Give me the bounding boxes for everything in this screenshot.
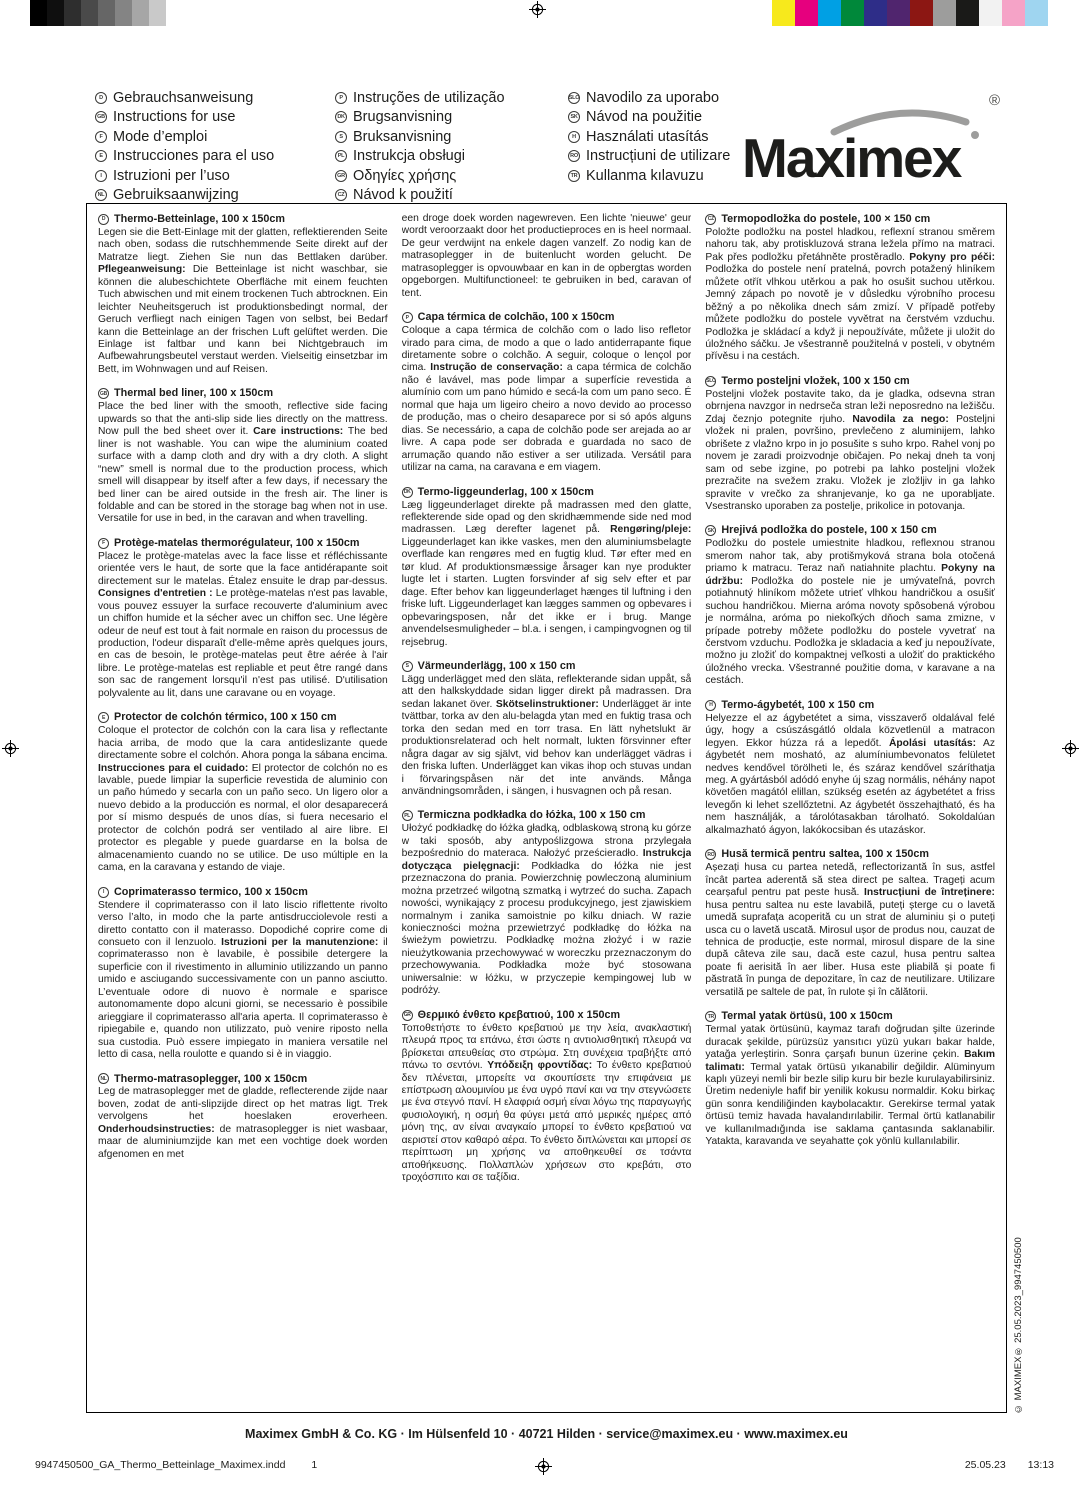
language-label: Mode d’emploi <box>113 128 208 145</box>
lang-code-badge: RO <box>705 849 716 860</box>
product-title: Θερμικό ένθετο κρεβατιού, 100 x 150cm <box>417 1008 621 1021</box>
maximex-logo <box>742 92 1002 189</box>
care-label: Rengøring/pleje: <box>610 524 692 536</box>
product-title: Värmeunderlägg, 100 x 150 cm <box>417 659 576 672</box>
lang-code-badge: CZ <box>705 214 716 225</box>
lang-code-badge: RO <box>568 150 580 162</box>
usage-text: Place the bed liner with the smooth, reflective side facing upwards so that the anti-slip side lies directly on the mattress. Now pull the bed sheet over it. <box>98 401 388 438</box>
gray-patch <box>149 0 166 26</box>
language-label: Kullanma kılavuzu <box>586 167 704 184</box>
section-gb <box>98 387 388 525</box>
section-title-row <box>402 311 692 324</box>
usage-text: Așezați husa cu partea netedă, reflectorizantă în sus, astfel încât partea aderentă să stea direct pe saltea. Trageți acum cearșaful pentru pat peste husă. <box>705 862 996 899</box>
lang-code-badge: PL <box>402 810 413 821</box>
care-label: Ápolási utasítás: <box>888 737 977 749</box>
care-text: Podložka do postele nie je umývateľná, povrch potiahnutý hliníkom môžete utrieť vlhkou handričkou a osušiť suchou handričkou. Mierna aróma novoty spôsobená výrobou je normálna, aróma po niekoľkých dňoch sama zmizne, v prípade potreby môžete podložku do postele vyvetrať na čerstvom vzduchu. Podložka je skladacia a keď ju nepoužívate, možno ju zložiť do kompaktnej veľkosti a uložiť do praktického úložného vrecka. Všestranné použitie doma, v karavane a na cestách. <box>705 575 996 687</box>
section-tr <box>705 1010 995 1148</box>
lang-code-badge: S <box>335 131 347 143</box>
section-title-row <box>98 1073 388 1086</box>
date: 25.05.23 <box>964 1459 1006 1471</box>
section-body <box>705 538 995 687</box>
care-text: Termal yatak örtüsü yıkanabilir değildir. Alüminyum kaplı yüzeyi nemli bir bezle silip kuru bir bezle kurulayabilirsiniz. Üretim nedeniyle hafif bir yenilik kokusu normaldir. Koku birkaç gün sonra kendiliğinden kaybolacaktır. Gerekirse termal yatak örtüsü temiz havada havalandırılabilir. Termal örtü katlanabilir ve kullanılmadığında ise saklama çantasında saklanabilir. Yatakta, karavanda ve seyahatte çok yönlü kullanılabilir. <box>705 1061 996 1148</box>
usage-text: Stendere il coprimaterasso con il lato liscio riflettente rivolto verso l’alto, in modo che la parte antisdrucciolevole resti a diretto contatto con il materasso. Dopodiché coprire come di consueto con il lenzuolo. <box>98 899 388 948</box>
language-label: Návod na použitie <box>586 109 703 126</box>
language-item <box>335 108 540 128</box>
care-text: Podkładka do łóżka nie jest przeznaczona do prania. Powierzchnię powleczoną aluminium można przetrzeć wilgotną szmatką i wytrzeć do sucha. Zapach nowości, wynikający z procesu produkcyjnego, jest zjawiskiem normalnym i zanika samoistnie po kilku dniach. W razie konieczności można przewietrzyć podkładkę do łóżka na świeżym powietrzu. Podkładkę można złożyć i w razie nieużytkowania przechowywać w woreczku przeznaczonym do przechowywania. Podkładka może być stosowana uniwersalnie: w łóżku, w przyczepie kempingowej lub w podróży. <box>401 860 692 997</box>
product-title: Termo-ágybetét, 100 x 150 cm <box>721 698 875 711</box>
language-item <box>335 88 540 108</box>
lang-code-badge: GR <box>402 1010 413 1021</box>
color-patch <box>979 0 1002 26</box>
care-label: Bakım talimatı: <box>705 1049 995 1073</box>
color-patch <box>956 0 979 26</box>
care-text: a capa térmica de colchão não é lavável, mas pode limpar a superfície revestida a alumínio com um pano húmido e secá-la com um pano seco. É normal que haja um ligeiro cheiro a novo devido ao processo de produção, mas o cheiro desaparece por si só após alguns dias. Se necessário, a capa de colchão pode ser arejada ao ar livre. A capa pode ser dobrada e guardada no saco de arrumação quando não estiver a ser utilizada. Versátil para utilizar na cama, na caravana e em viagem. <box>401 362 692 474</box>
section-cz <box>705 213 995 364</box>
section-title-row <box>98 886 388 899</box>
product-title: Coprimaterasso termico, 100 x 150cm <box>114 885 308 898</box>
color-patch <box>772 0 795 26</box>
product-title: Capa térmica de colchão, 100 x 150cm <box>417 311 615 324</box>
care-label: Navodila za nego: <box>852 413 949 425</box>
lang-code-badge: PL <box>335 150 347 162</box>
usage-text: Coloque a capa térmica de colchão com o lado liso refletor virado para cima, de modo a que o lado antiderrapante fique diretamente sobre o colchão. A seguir, coloque o lençol por cima. <box>401 325 692 374</box>
lang-code-badge: SK <box>568 111 580 123</box>
language-header <box>95 88 768 205</box>
gray-patch <box>64 0 81 26</box>
text-column-2 <box>402 213 692 1403</box>
color-patch <box>887 0 910 26</box>
gray-patch <box>98 0 115 26</box>
file-name: 9947450500_GA_Thermo_Betteinlage_Maximex.indd <box>35 1459 286 1471</box>
section-title-row <box>402 1009 692 1022</box>
product-title: Termal yatak örtüsü, 100 x 150cm <box>721 1010 893 1023</box>
language-item <box>95 127 307 147</box>
color-patch <box>864 0 887 26</box>
file-name-line <box>35 1459 317 1471</box>
section-title-row <box>402 809 692 822</box>
lang-code-badge: F <box>95 131 107 143</box>
section-body <box>402 674 692 799</box>
company-address-line: Maximex GmbH & Co. KG · Im Hülsenfeld 10 · 40721 Hilden · service@maximex.eu · www.maximex.eu <box>245 1427 848 1441</box>
care-text: Posteljni vložek ni pralen, površino, prevlečeno z aluminijem, lahko obrišete z vlažno krpo in jo posušite s suho krpo. Rahel vonj po novem je zaradi proizvodnje običajen. Po nekaj dneh ta vonj sam od sebe izgine, po potrebi pa lahko posteljni vložek prezračite na svežem zraku. Vložek je zložljiv in ga lahko spravite v vrečko za shranjevanje, ko ga ne uporabljate. Vsestransko uporaben za postelje, prikolice in potovanja. <box>705 413 996 512</box>
usage-text: Leg de matrasoplegger met de gladde, reflecterende zijde naar boven, zodat de anti-slipzijde direct op het matras ligt. Trek vervolgens het hoeslaken eroverheen. <box>98 1086 388 1123</box>
care-label: Instrucciones para el cuidado: <box>98 762 249 774</box>
section-es <box>98 711 388 874</box>
care-label: Istruzioni per la manutenzione: <box>221 936 379 948</box>
registration-mark-icon <box>529 1 546 18</box>
section-body <box>402 1023 692 1185</box>
lang-code-badge: GR <box>335 170 347 182</box>
gray-patch <box>132 0 149 26</box>
time: 13:13 <box>1027 1459 1054 1471</box>
care-label: Care instructions: <box>253 426 344 438</box>
color-print-bar <box>772 0 1048 26</box>
section-de <box>98 213 388 376</box>
timestamp-line <box>965 1459 1054 1471</box>
section-title-row <box>98 213 388 226</box>
care-label: Instrukcja dotycząca pielęgnacji: <box>401 848 692 872</box>
usage-text: Podložku do postele umiestnite hladkou, reflexnou stranou smerom nahor tak, aby protišmyková strana bola otočená priamo k matracu. Teraz naň natiahnite plachtu. <box>705 538 996 575</box>
page-number: 1 <box>311 1459 318 1471</box>
usage-text: Læg liggeunderlaget direkte på madrassen med den glatte, reflekterende side opad og den skridhæmmende side ned mod madrassen. Læg derefter lagenet på. <box>401 499 692 536</box>
language-item <box>95 88 307 108</box>
section-slo <box>705 375 995 513</box>
color-patch <box>818 0 841 26</box>
language-item <box>95 147 307 167</box>
usage-text: Lägg underlägget med den släta, reflekterande sidan uppåt, så att den halkskyddade sidan ligger direkt på madrassen. Dra sedan lakanet över. <box>401 673 692 710</box>
section-body <box>705 389 995 514</box>
gray-patch <box>115 0 132 26</box>
lang-code-badge: S <box>402 661 413 672</box>
lang-code-badge: I <box>95 170 107 182</box>
language-label: Návod k použití <box>353 187 453 204</box>
lang-code-badge: E <box>98 712 109 723</box>
care-label: Pokyny pro péči: <box>909 251 996 263</box>
section-body <box>98 551 388 700</box>
section-body <box>98 227 388 376</box>
section-dk <box>402 486 692 649</box>
language-item <box>335 127 540 147</box>
lang-code-badge: P <box>402 312 413 323</box>
language-column-2 <box>335 88 540 205</box>
section-it <box>98 886 388 1062</box>
product-title: Thermal bed liner, 100 x 150cm <box>114 387 274 400</box>
section-title-row <box>705 1010 995 1023</box>
language-label: Használati utasítás <box>586 128 709 145</box>
lang-code-badge: DK <box>402 487 413 498</box>
language-label: Navodilo za uporabo <box>586 89 720 106</box>
lang-code-badge: DK <box>335 111 347 123</box>
usage-text: Legen sie die Bett-Einlage mit der glatten, reflektierenden Seite nach oben, sodass die rutschhemmende Seite direkt auf der Matratze liegt. Ziehen Sie nun das Bettlaken darüber. <box>98 226 388 263</box>
care-text: El protector de colchón no es lavable, puede limpiar la superficie revestida de aluminio con un paño húmedo y secarla con un paño seco. Un ligero olor a nuevo debido a la producción es normal, el olor desaparecerá por sí mismo después de unos días, si fuera necesario el protector de colchón podrá ser ventilado al aire libre. El protector es plegable y puede guardarse en la bolsa de almacenamiento cuando no se utilice. De uso múltiple en la cama, en la caravana y estando de viaje. <box>98 762 388 874</box>
section-ro <box>705 848 995 999</box>
care-text: Podložka do postele není pratelná, povrch potažený hliníkem můžete otřít vlhkou utěrkou a pak ho osušit suchou utěrkou. Jemný zápach po novotě je v důsledku výrobního procesu běžný a po několika dnech sám zmizí. V případě potřeby můžete podložku do postele vyvětrat na čerstvém vzduchu. Podložka je skládací a když ji nepoužíváte, můžete ji uložit do úložného sáčku. Je všestranně použitelná v posteli, v obytném přívěsu i na cestách. <box>705 264 996 363</box>
care-text: Liggeunderlaget kan ikke vaskes, men den aluminiumsbelagte overflade kan rengøres med en fugtig klud. Tør efter med en tør klud. Af produktionsmæssige årsager kan nye produkter lugte let i starten. Lugten forsvinder af sig selv efter et par dage. Efter behov kan liggeunderlaget hænges til luftning i den friske luft. Liggeunderlaget kan lægges sammen og opbevares i opbevaringsposen, når det ikke er i brug. Mange anvendelsesmuligheder – bl.a. i sengen, i campingvognen og til rejsebrug. <box>401 536 692 648</box>
care-text-continued: een droge doek worden nagewreven. Een lichte 'nieuwe' geur wordt veroorzaakt door het productieproces en is heel normaal. De geur verdwijnt na enkele dagen vanzelf. Zo nodig kan de matrasoplegger in de buitenlucht worden gelucht. De matrasoplegger is opvouwbaar en kan in de opbergtas worden opgeborgen. Multifunctioneel: te gebruiken in bed, caravan of tent. <box>401 213 692 299</box>
usage-text: Τοποθετήστε το ένθετο κρεβατιού με την λεία, ανακλαστική πλευρά προς τα επάνω, έτσι ώστε η αντιολισθητική πλευρά να βρίσκεται απευθείας στο στρώμα. Στη συνέχεια τραβήξτε από πάνω το σεντόνι. <box>401 1022 692 1072</box>
usage-text: Položte podložku na postel hladkou, reflexní stranou směrem nahoru tak, aby protiskluzová strana ležela přímo na matraci. Pak přes podložku přetáhněte prostěradlo. <box>705 226 996 263</box>
lang-code-badge: P <box>335 92 347 104</box>
lang-code-badge: SLO <box>705 376 716 387</box>
section-pt <box>402 311 692 474</box>
lang-code-badge: NL <box>95 189 107 201</box>
care-text: Το ένθετο κρεβατιού δεν πλένεται, μπορείτε να σκουπίσετε την επιφάνεια με επίστρωση αλουμινίου με ένα υγρό πανί και να την στεγνώσετε με ένα στεγνό πανί. Η ελαφριά οσμή είναι λόγω της παραγωγής φυσιολογική, η οσμή θα φύγει μετά από μερικές ημέρες από μόνη της, αν είναι αναγκαίο μπορεί το ένθετο κρεβατιού να αεριστεί στον καθαρό αέρα. Το ένθετο διπλώνεται και μπορεί σε περίπτωση μη χρήσης να αποθηκευθεί σε τσάντα αποθήκευσης. Πολλαπλών χρήσεων στο κρεβάτι, στο τροχόσπιτο και σε ταξίδια. <box>401 1060 692 1184</box>
lang-code-badge: CZ <box>335 189 347 201</box>
lang-code-badge: D <box>95 92 107 104</box>
color-patch <box>795 0 818 26</box>
lang-code-badge: SLO <box>568 92 580 104</box>
gray-patch <box>81 0 98 26</box>
language-item <box>568 166 768 186</box>
care-label: Υπόδειξη φροντίδας: <box>487 1060 593 1072</box>
section-body <box>98 725 388 874</box>
usage-text: Placez le protège-matelas avec la face lisse et réfléchissante orientée vers le haut, de sorte que la face antidérapante soit directement sur le matelas. Étalez ensuite le drap par-dessus. <box>98 550 388 587</box>
lang-code-badge: H <box>568 131 580 143</box>
section-title-row <box>402 486 692 499</box>
section-title-row <box>705 848 995 861</box>
product-title: Thermo-Betteinlage, 100 x 150cm <box>114 213 286 225</box>
gray-patch <box>30 0 47 26</box>
language-label: Instrucciones para el uso <box>113 148 275 165</box>
section-nl-continued <box>402 213 692 300</box>
product-title: Husă termică pentru saltea, 100 x 150cm <box>721 848 929 861</box>
care-label: Pflegeanweisung: <box>98 264 186 276</box>
section-fr <box>98 537 388 700</box>
language-label: Gebruiksaanwijzing <box>113 187 239 204</box>
section-title-row <box>402 660 692 673</box>
language-label: Instruções de utilização <box>353 89 505 106</box>
section-title-row <box>98 387 388 400</box>
section-nl <box>98 1073 388 1162</box>
registration-mark-icon <box>535 1458 552 1475</box>
care-text: Az ágybetét nem mosható, az alumíniumbevonatos felületet nedves kendővel törölheti le, és száraz kendővel száríthatja meg. A gyártásból adódó enyhe új szag normális, néhány napot követően magától elillan, szükség esetén az ágybetétet a friss levegőn ki lehet szellőztetni. Az ágybetét összehajtható, és ha nem használják, a tárolótasakban tárolható. Sokoldalúan alkalmazható ágyon, lakókocsiban és utazáskor. <box>705 737 996 836</box>
care-label: Instrucțiuni de întreținere: <box>863 887 995 899</box>
language-label: Οδηγίες χρήσης <box>353 167 457 184</box>
section-body <box>98 1086 388 1161</box>
language-item <box>95 108 307 128</box>
lang-code-badge: TR <box>705 1011 716 1022</box>
section-body <box>402 500 692 649</box>
lang-code-badge: NL <box>98 1073 109 1084</box>
section-title-row <box>705 524 995 537</box>
language-label: Brugsanvisning <box>353 109 453 126</box>
usage-text: Helyezze el az ágybetétet a sima, visszaverő oldalával felé úgy, hogy a csúszásgátló oldala közvetlenül a matracon legyen. Ekkor húzza rá a lepedőt. <box>705 712 996 749</box>
care-label: Pokyny na údržbu: <box>705 563 995 587</box>
language-item <box>568 108 768 128</box>
section-body <box>98 401 388 526</box>
registered-trademark-icon: ® <box>988 92 1000 109</box>
language-label: Instrucțiuni de utilizare <box>586 148 731 165</box>
language-column-3 <box>568 88 768 205</box>
care-text: de matrasoplegger is niet wasbaar, maar de aluminiumzijde kan met een vochtige doek worden afgenomen en met <box>98 1123 388 1160</box>
section-title-row <box>705 375 995 388</box>
text-column-3 <box>705 213 995 1403</box>
grayscale-print-bar <box>30 0 166 26</box>
section-sk <box>705 524 995 687</box>
section-body <box>705 713 995 838</box>
lang-code-badge: D <box>98 214 109 225</box>
product-title: Protège-matelas thermorégulateur, 100 x 150cm <box>114 536 360 549</box>
language-item <box>568 88 768 108</box>
registration-mark-icon <box>1062 740 1079 757</box>
color-patch <box>841 0 864 26</box>
color-patch <box>1002 0 1025 26</box>
section-hu <box>705 699 995 837</box>
care-text: il coprimaterasso non è lavabile, è possibile detergere la superficie con il rivestimento in alluminio utilizzando un panno umido e asciugando successivamente con un panno asciutto. L’eventuale odore di nuovo è normale e sparisce autonomamente dopo alcuni giorni, se necessario è possibile arieggiare il coprimaterasso all'aria aperta. Il coprimaterasso è ripiegabile e, quando non utilizzato, può venire riposto nella sua custodia. Può essere impiegato in maniera versatile nel letto di casa, nella roulotte e quando si è in viaggio. <box>98 936 388 1061</box>
language-item <box>568 147 768 167</box>
section-title-row <box>98 537 388 550</box>
product-title: Termo-liggeunderlag, 100 x 150cm <box>417 485 594 498</box>
section-title-row <box>705 699 995 712</box>
care-text: husa pentru saltea nu este lavabilă, puteți șterge cu o lavetă umedă suprafața acoperită cu un strat de aluminiu și o puteți usca cu o lavetă uscată. Mirosul ușor de produs nou, cauzat de tehnica de producție, este normal, mirosul dispare de la sine după câteva zile sau, dacă este cazul, husa pentru saltea poate fi aerisită în aer liber. Husa este pliabilă și poate fi păstrată în punga de depozitare, în caz de neutilizare. Utilizare versatilă pe saltele de pat, în rulote și în călătorii. <box>705 899 996 998</box>
text-column-1 <box>98 213 388 1403</box>
language-item <box>335 166 540 186</box>
lang-code-badge: GB <box>95 111 107 123</box>
usage-text: Coloque el protector de colchón con la cara lisa y reflectante hacia arriba, de modo que la cara antideslizante quede directamente sobre el colchón. Ahora ponga la sábana encima. <box>98 725 388 762</box>
language-item <box>568 127 768 147</box>
section-title-row <box>705 213 995 226</box>
section-gr <box>402 1009 692 1185</box>
language-label: Instructions for use <box>113 109 236 126</box>
registration-mark-icon <box>2 740 19 757</box>
section-body <box>402 213 692 300</box>
care-label: Instrução de conservação: <box>430 362 563 374</box>
section-body <box>98 900 388 1062</box>
lang-code-badge: H <box>705 700 716 711</box>
instructions-content-box <box>86 203 1007 1413</box>
product-title: Protector de colchón térmico, 100 x 150 cm <box>114 711 337 724</box>
usage-text: Termal yatak örtüsünü, kaymaz tarafı doğrudan şilte üzerinde duracak şekilde, pürüzsüz yansıtıcı yüzü yukarı bakar halde, yatağa yerleştirin. Sonra çarşafı bunun üzerine çekin. <box>705 1024 996 1061</box>
language-item <box>335 147 540 167</box>
language-label: Bruksanvisning <box>353 128 452 145</box>
section-pl <box>402 809 692 997</box>
lang-code-badge: GB <box>98 388 109 399</box>
care-label: Consignes d'entretien : <box>98 588 213 600</box>
gray-patch <box>47 0 64 26</box>
language-label: Istruzioni per l’uso <box>113 167 230 184</box>
section-body <box>402 325 692 474</box>
section-body <box>402 823 692 997</box>
copyright-side-note: © MAXIMEX® 25.05.2023_9947450500 <box>1013 1237 1024 1414</box>
color-patch <box>933 0 956 26</box>
care-text: Underlägget är inte tvättbar, torka av den alu-belagda ytan med en fuktig trasa och torka den sedan med en torr trasa. En lätt nyhetslukt är produktionsrelaterad och helt normalt, lukten försvinner efter några dagar av sig självt, vid behov kan underlägget vädras i den friska luften. Underlägget kan vikas ihop och stuvas undan i förvaringspåsen när det inte används. Många användningsområden, i sängen, i husvagnen och på resan. <box>401 698 692 797</box>
product-title: Hrejivá podložka do postele, 100 x 150 cm <box>721 524 937 537</box>
lang-code-badge: I <box>98 887 109 898</box>
usage-text: Posteljni vložek postavite tako, da je gladka, odsevna stran obrnjena navzgor in nedrseča stran leži neposredno na ležišču. Zdaj čeznjo potegnite rjuho. <box>705 388 996 425</box>
care-text: Die Betteinlage ist nicht waschbar, sie können die alubeschichtete Oberfläche mit einem feuchten Tuch abwischen und mit einem trockenen Tuch abtrocknen. Ein leichter Neuheitsgeruch ist produktionsbedingt normal, der Geruch verfliegt nach einigen Tagen von selbst, bei Bedarf kann die Betteinlage an der frischen Luft gelüftet werden. Die Einlage ist faltbar und kann bei Nichtgebrauch im Aufbewahrungsbeutel verstaut werden. Vielseitig einsetzbar im Bett, im Wohnwagen und auf Reisen. <box>98 264 388 375</box>
language-item <box>95 166 307 186</box>
section-body <box>705 862 995 999</box>
section-se <box>402 660 692 798</box>
lang-code-badge: F <box>98 538 109 549</box>
usage-text: Ułożyć podkładkę do łóżka gładką, odblaskową stroną ku górze w taki sposób, aby antypoślizgowa strona przylegała bezpośrednio do materaca. Nałożyć prześcieradło. <box>401 823 692 860</box>
product-title: Termiczna podkładka do łóżka, 100 x 150 cm <box>417 809 646 822</box>
product-title: Termo posteljni vložek, 100 x 150 cm <box>721 374 910 387</box>
care-label: Onderhoudsinstructies: <box>98 1123 215 1135</box>
section-body <box>705 1024 995 1149</box>
care-text: Le protège-matelas n'est pas lavable, vous pouvez essuyer la surface recouverte d'aluminium avec un chiffon humide et la sécher avec un chiffon sec. Une légère odeur de neuf est tout à fait normale en raison du processus de production, l'odeur disparaît d'elle-même après quelques jours, en cas de besoin, le protège-matelas peut être aérée à l'air libre. Le protège-matelas est repliable et peut être rangé dans son sac de rangement lorsqu'il n'est pas utilisé. D'utilisation polyvalente au lit, dans une caravane ou en voyage. <box>98 588 388 699</box>
lang-code-badge: TR <box>568 170 580 182</box>
language-column-1 <box>95 88 307 205</box>
product-title: Termopodložka do postele, 100 × 150 cm <box>721 213 931 225</box>
section-title-row <box>98 711 388 724</box>
section-body <box>705 227 995 364</box>
color-patch <box>910 0 933 26</box>
language-label: Gebrauchsanweisung <box>113 89 254 106</box>
lang-code-badge: SK <box>705 525 716 536</box>
care-label: Skötselinstruktioner: <box>495 698 599 710</box>
care-text: The bed liner is not washable. You can wipe the aluminium coated surface with a damp cloth and dry with a dry cloth. A slight “new” smell is normal due to the production process, which smell will disappear by itself after a few days, if necessary the bed liner can be aired outside in the fresh air. The liner is foldable and can be stored in the storage bag when not in use. Versatile for use in bed, in the caravan and when travelling. <box>98 426 388 525</box>
color-patch <box>1025 0 1048 26</box>
language-label: Instrukcja obsługi <box>353 148 466 165</box>
brand-wordmark: Maximex <box>742 127 961 189</box>
lang-code-badge: E <box>95 150 107 162</box>
product-title: Thermo-matrasoplegger, 100 x 150cm <box>114 1072 308 1085</box>
